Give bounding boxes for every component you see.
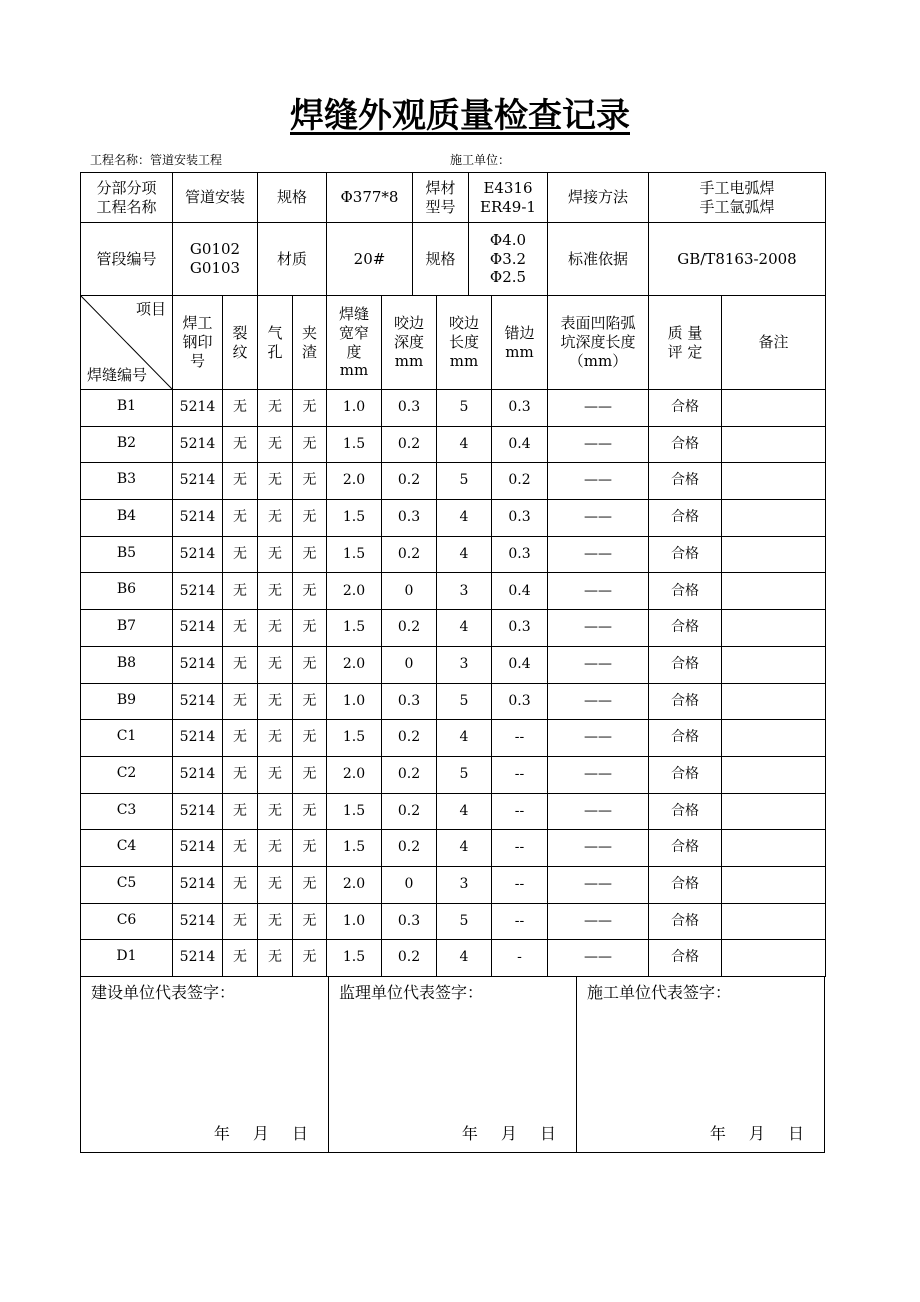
cell-pore: 无: [258, 830, 293, 867]
cell-width: 2.0: [327, 646, 382, 683]
cell-crack: 无: [223, 756, 258, 793]
cell-crack: 无: [223, 720, 258, 757]
cell-quality: 合格: [649, 940, 722, 977]
cell-welder-stamp: 5214: [173, 536, 223, 573]
cell-concave: ——: [548, 500, 649, 537]
cell-crack: 无: [223, 426, 258, 463]
cell-pore: 无: [258, 756, 293, 793]
cell-undercut-length: 5: [437, 463, 492, 500]
table-row: [81, 866, 826, 903]
sub-project-label: 分部分项 工程名称: [81, 173, 173, 223]
cell-weld-no: B5: [81, 536, 173, 573]
cell-slag: 无: [293, 793, 327, 830]
cell-concave: ——: [548, 793, 649, 830]
header-welder: 焊工 钢印 号: [173, 296, 223, 390]
cell-remark: [722, 610, 826, 647]
cell-weld-no: B6: [81, 573, 173, 610]
spec: Φ377*8: [327, 173, 413, 223]
spec-label: 规格: [258, 173, 327, 223]
cell-remark: [722, 426, 826, 463]
cell-remark: [722, 940, 826, 977]
cell-weld-no: C3: [81, 793, 173, 830]
cell-undercut-length: 5: [437, 683, 492, 720]
material-label: 材质: [258, 223, 327, 296]
cell-crack: 无: [223, 500, 258, 537]
pipe-no-label: 管段编号: [81, 223, 173, 296]
material: 20#: [327, 223, 413, 296]
cell-quality: 合格: [649, 646, 722, 683]
cell-undercut-length: 3: [437, 646, 492, 683]
cell-remark: [722, 646, 826, 683]
cell-welder-stamp: 5214: [173, 830, 223, 867]
cell-undercut-depth: 0: [382, 866, 437, 903]
cell-remark: [722, 463, 826, 500]
cell-slag: 无: [293, 903, 327, 940]
standard: GB/T8163-2008: [649, 223, 826, 296]
cell-slag: 无: [293, 536, 327, 573]
cell-concave: ——: [548, 463, 649, 500]
signature-contractor: 施工单位代表签字： 年 月 日: [577, 977, 825, 1153]
cell-welder-stamp: 5214: [173, 940, 223, 977]
header-item: 项目: [135, 300, 166, 318]
cell-width: 1.5: [327, 720, 382, 757]
cell-undercut-depth: 0.3: [382, 390, 437, 427]
cell-quality: 合格: [649, 610, 722, 647]
cell-pore: 无: [258, 903, 293, 940]
cell-width: 2.0: [327, 463, 382, 500]
cell-pore: 无: [258, 720, 293, 757]
table-row: [81, 903, 826, 940]
cell-undercut-length: 3: [437, 573, 492, 610]
cell-welder-stamp: 5214: [173, 463, 223, 500]
cell-crack: 无: [223, 463, 258, 500]
signature-owner: 建设单位代表签字： 年 月 日: [81, 977, 329, 1153]
cell-crack: 无: [223, 683, 258, 720]
cell-crack: 无: [223, 536, 258, 573]
cell-welder-stamp: 5214: [173, 390, 223, 427]
info-table: [80, 172, 826, 296]
cell-misalignment: --: [492, 830, 548, 867]
cell-undercut-depth: 0.2: [382, 610, 437, 647]
cell-slag: 无: [293, 866, 327, 903]
header-weld-no: 焊缝编号: [87, 366, 148, 385]
table-row: [81, 683, 826, 720]
table-row: [81, 756, 826, 793]
cell-slag: 无: [293, 720, 327, 757]
cell-misalignment: 0.2: [492, 463, 548, 500]
cell-width: 1.5: [327, 793, 382, 830]
cell-remark: [722, 720, 826, 757]
cell-slag: 无: [293, 756, 327, 793]
cell-crack: 无: [223, 390, 258, 427]
cell-concave: ——: [548, 830, 649, 867]
header-pore: 气 孔: [258, 296, 293, 390]
cell-remark: [722, 500, 826, 537]
cell-misalignment: 0.3: [492, 390, 548, 427]
cell-concave: ——: [548, 866, 649, 903]
cell-quality: 合格: [649, 463, 722, 500]
cell-welder-stamp: 5214: [173, 683, 223, 720]
cell-slag: 无: [293, 830, 327, 867]
cell-pore: 无: [258, 536, 293, 573]
cell-concave: ——: [548, 683, 649, 720]
cell-concave: ——: [548, 610, 649, 647]
cell-quality: 合格: [649, 500, 722, 537]
cell-weld-no: C2: [81, 756, 173, 793]
cell-quality: 合格: [649, 390, 722, 427]
table-row: [81, 426, 826, 463]
cell-crack: 无: [223, 646, 258, 683]
cell-weld-no: D1: [81, 940, 173, 977]
standard-label: 标准依据: [548, 223, 649, 296]
cell-concave: ——: [548, 426, 649, 463]
cell-width: 1.5: [327, 500, 382, 537]
cell-concave: ——: [548, 940, 649, 977]
cell-quality: 合格: [649, 830, 722, 867]
cell-undercut-depth: 0: [382, 573, 437, 610]
cell-undercut-length: 4: [437, 500, 492, 537]
cell-weld-no: B4: [81, 500, 173, 537]
cell-pore: 无: [258, 573, 293, 610]
cell-welder-stamp: 5214: [173, 903, 223, 940]
cell-misalignment: 0.4: [492, 573, 548, 610]
pipe-no: G0102 G0103: [173, 223, 258, 296]
cell-pore: 无: [258, 426, 293, 463]
cell-weld-no: B7: [81, 610, 173, 647]
cell-misalignment: 0.3: [492, 610, 548, 647]
cell-concave: ——: [548, 536, 649, 573]
table-row: [81, 940, 826, 977]
cell-remark: [722, 830, 826, 867]
cell-welder-stamp: 5214: [173, 866, 223, 903]
cell-welder-stamp: 5214: [173, 500, 223, 537]
cell-weld-no: B2: [81, 426, 173, 463]
cell-slag: 无: [293, 426, 327, 463]
cell-width: 2.0: [327, 573, 382, 610]
construction-unit: 施工单位：: [450, 153, 511, 167]
cell-weld-no: B1: [81, 390, 173, 427]
header-remark: 备注: [722, 296, 826, 390]
header-crack: 裂 纹: [223, 296, 258, 390]
cell-welder-stamp: 5214: [173, 573, 223, 610]
cell-undercut-length: 5: [437, 756, 492, 793]
cell-remark: [722, 573, 826, 610]
filler-type: E4316 ER49-1: [469, 173, 548, 223]
cell-slag: 无: [293, 500, 327, 537]
cell-crack: 无: [223, 830, 258, 867]
cell-weld-no: B8: [81, 646, 173, 683]
cell-width: 2.0: [327, 866, 382, 903]
cell-quality: 合格: [649, 573, 722, 610]
cell-undercut-depth: 0.2: [382, 426, 437, 463]
cell-misalignment: 0.3: [492, 683, 548, 720]
cell-remark: [722, 903, 826, 940]
cell-slag: 无: [293, 683, 327, 720]
table-row: [81, 390, 826, 427]
table-row: [81, 500, 826, 537]
cell-undercut-depth: 0.2: [382, 756, 437, 793]
cell-misalignment: --: [492, 903, 548, 940]
table-row: [81, 463, 826, 500]
cell-quality: 合格: [649, 866, 722, 903]
cell-misalignment: 0.4: [492, 426, 548, 463]
table-row: [81, 793, 826, 830]
cell-quality: 合格: [649, 793, 722, 830]
cell-slag: 无: [293, 390, 327, 427]
cell-width: 1.0: [327, 390, 382, 427]
cell-misalignment: 0.3: [492, 536, 548, 573]
cell-undercut-depth: 0.2: [382, 536, 437, 573]
project-name: 工程名称：管道安装工程: [90, 153, 223, 167]
cell-concave: ——: [548, 646, 649, 683]
cell-width: 1.5: [327, 426, 382, 463]
cell-undercut-length: 4: [437, 426, 492, 463]
filler-spec: Φ4.0 Φ3.2 Φ2.5: [469, 223, 548, 296]
cell-concave: ——: [548, 390, 649, 427]
filler-spec-label: 规格: [413, 223, 469, 296]
table-row: [81, 610, 826, 647]
signature-table: [80, 976, 825, 1153]
header-quality: 质 量 评 定: [649, 296, 722, 390]
inspection-table: [80, 295, 826, 977]
cell-crack: 无: [223, 940, 258, 977]
cell-slag: 无: [293, 940, 327, 977]
cell-slag: 无: [293, 463, 327, 500]
cell-welder-stamp: 5214: [173, 610, 223, 647]
table-row: [81, 830, 826, 867]
cell-concave: ——: [548, 720, 649, 757]
cell-undercut-length: 4: [437, 793, 492, 830]
cell-pore: 无: [258, 793, 293, 830]
cell-undercut-depth: 0: [382, 646, 437, 683]
cell-undercut-depth: 0.3: [382, 683, 437, 720]
header-concave: 表面凹陷弧 坑深度长度 （mm）: [548, 296, 649, 390]
header-slag: 夹 渣: [293, 296, 327, 390]
cell-pore: 无: [258, 940, 293, 977]
diagonal-header: [81, 296, 173, 390]
cell-width: 1.0: [327, 903, 382, 940]
cell-misalignment: --: [492, 866, 548, 903]
cell-width: 1.5: [327, 830, 382, 867]
cell-remark: [722, 793, 826, 830]
cell-welder-stamp: 5214: [173, 793, 223, 830]
header-row: [81, 296, 826, 390]
cell-quality: 合格: [649, 426, 722, 463]
sub-project: 管道安装: [173, 173, 258, 223]
cell-remark: [722, 756, 826, 793]
cell-width: 1.5: [327, 610, 382, 647]
cell-crack: 无: [223, 793, 258, 830]
cell-undercut-depth: 0.2: [382, 940, 437, 977]
cell-concave: ——: [548, 903, 649, 940]
cell-width: 1.5: [327, 536, 382, 573]
method-label: 焊接方法: [548, 173, 649, 223]
cell-welder-stamp: 5214: [173, 756, 223, 793]
cell-quality: 合格: [649, 536, 722, 573]
cell-weld-no: C4: [81, 830, 173, 867]
cell-weld-no: B3: [81, 463, 173, 500]
cell-pore: 无: [258, 500, 293, 537]
cell-quality: 合格: [649, 756, 722, 793]
method: 手工电弧焊 手工氩弧焊: [649, 173, 826, 223]
cell-welder-stamp: 5214: [173, 646, 223, 683]
cell-remark: [722, 866, 826, 903]
table-row: [81, 646, 826, 683]
header-width: 焊缝 宽窄 度 mm: [327, 296, 382, 390]
cell-width: 1.0: [327, 683, 382, 720]
cell-misalignment: --: [492, 793, 548, 830]
cell-undercut-depth: 0.2: [382, 463, 437, 500]
cell-weld-no: C6: [81, 903, 173, 940]
cell-crack: 无: [223, 573, 258, 610]
cell-remark: [722, 390, 826, 427]
cell-undercut-length: 3: [437, 866, 492, 903]
cell-quality: 合格: [649, 683, 722, 720]
cell-pore: 无: [258, 390, 293, 427]
cell-welder-stamp: 5214: [173, 426, 223, 463]
cell-width: 2.0: [327, 756, 382, 793]
cell-undercut-depth: 0.2: [382, 830, 437, 867]
cell-weld-no: C5: [81, 866, 173, 903]
table-row: [81, 573, 826, 610]
cell-undercut-length: 5: [437, 390, 492, 427]
cell-undercut-depth: 0.2: [382, 720, 437, 757]
cell-undercut-depth: 0.3: [382, 903, 437, 940]
cell-crack: 无: [223, 866, 258, 903]
cell-remark: [722, 536, 826, 573]
cell-undercut-depth: 0.2: [382, 793, 437, 830]
cell-weld-no: B9: [81, 683, 173, 720]
cell-pore: 无: [258, 866, 293, 903]
cell-pore: 无: [258, 683, 293, 720]
cell-crack: 无: [223, 903, 258, 940]
cell-slag: 无: [293, 646, 327, 683]
signature-supervisor: 监理单位代表签字： 年 月 日: [329, 977, 577, 1153]
header-undercut-len: 咬边 长度 mm: [437, 296, 492, 390]
cell-crack: 无: [223, 610, 258, 647]
cell-pore: 无: [258, 646, 293, 683]
header-misalign: 错边 mm: [492, 296, 548, 390]
cell-undercut-length: 4: [437, 940, 492, 977]
cell-misalignment: 0.3: [492, 500, 548, 537]
cell-welder-stamp: 5214: [173, 720, 223, 757]
cell-concave: ——: [548, 573, 649, 610]
cell-pore: 无: [258, 610, 293, 647]
cell-undercut-length: 4: [437, 720, 492, 757]
table-row: [81, 720, 826, 757]
cell-slag: 无: [293, 610, 327, 647]
cell-concave: ——: [548, 756, 649, 793]
cell-misalignment: 0.4: [492, 646, 548, 683]
cell-undercut-length: 5: [437, 903, 492, 940]
cell-misalignment: --: [492, 720, 548, 757]
filler-type-label: 焊材 型号: [413, 173, 469, 223]
cell-undercut-depth: 0.3: [382, 500, 437, 537]
cell-undercut-length: 4: [437, 536, 492, 573]
cell-width: 1.5: [327, 940, 382, 977]
cell-undercut-length: 4: [437, 610, 492, 647]
cell-pore: 无: [258, 463, 293, 500]
page-title: 焊缝外观质量检查记录: [290, 96, 630, 136]
cell-weld-no: C1: [81, 720, 173, 757]
table-row: [81, 536, 826, 573]
cell-quality: 合格: [649, 903, 722, 940]
cell-misalignment: --: [492, 756, 548, 793]
cell-misalignment: -: [492, 940, 548, 977]
cell-undercut-length: 4: [437, 830, 492, 867]
cell-slag: 无: [293, 573, 327, 610]
cell-quality: 合格: [649, 720, 722, 757]
cell-remark: [722, 683, 826, 720]
header-undercut-depth: 咬边 深度 mm: [382, 296, 437, 390]
